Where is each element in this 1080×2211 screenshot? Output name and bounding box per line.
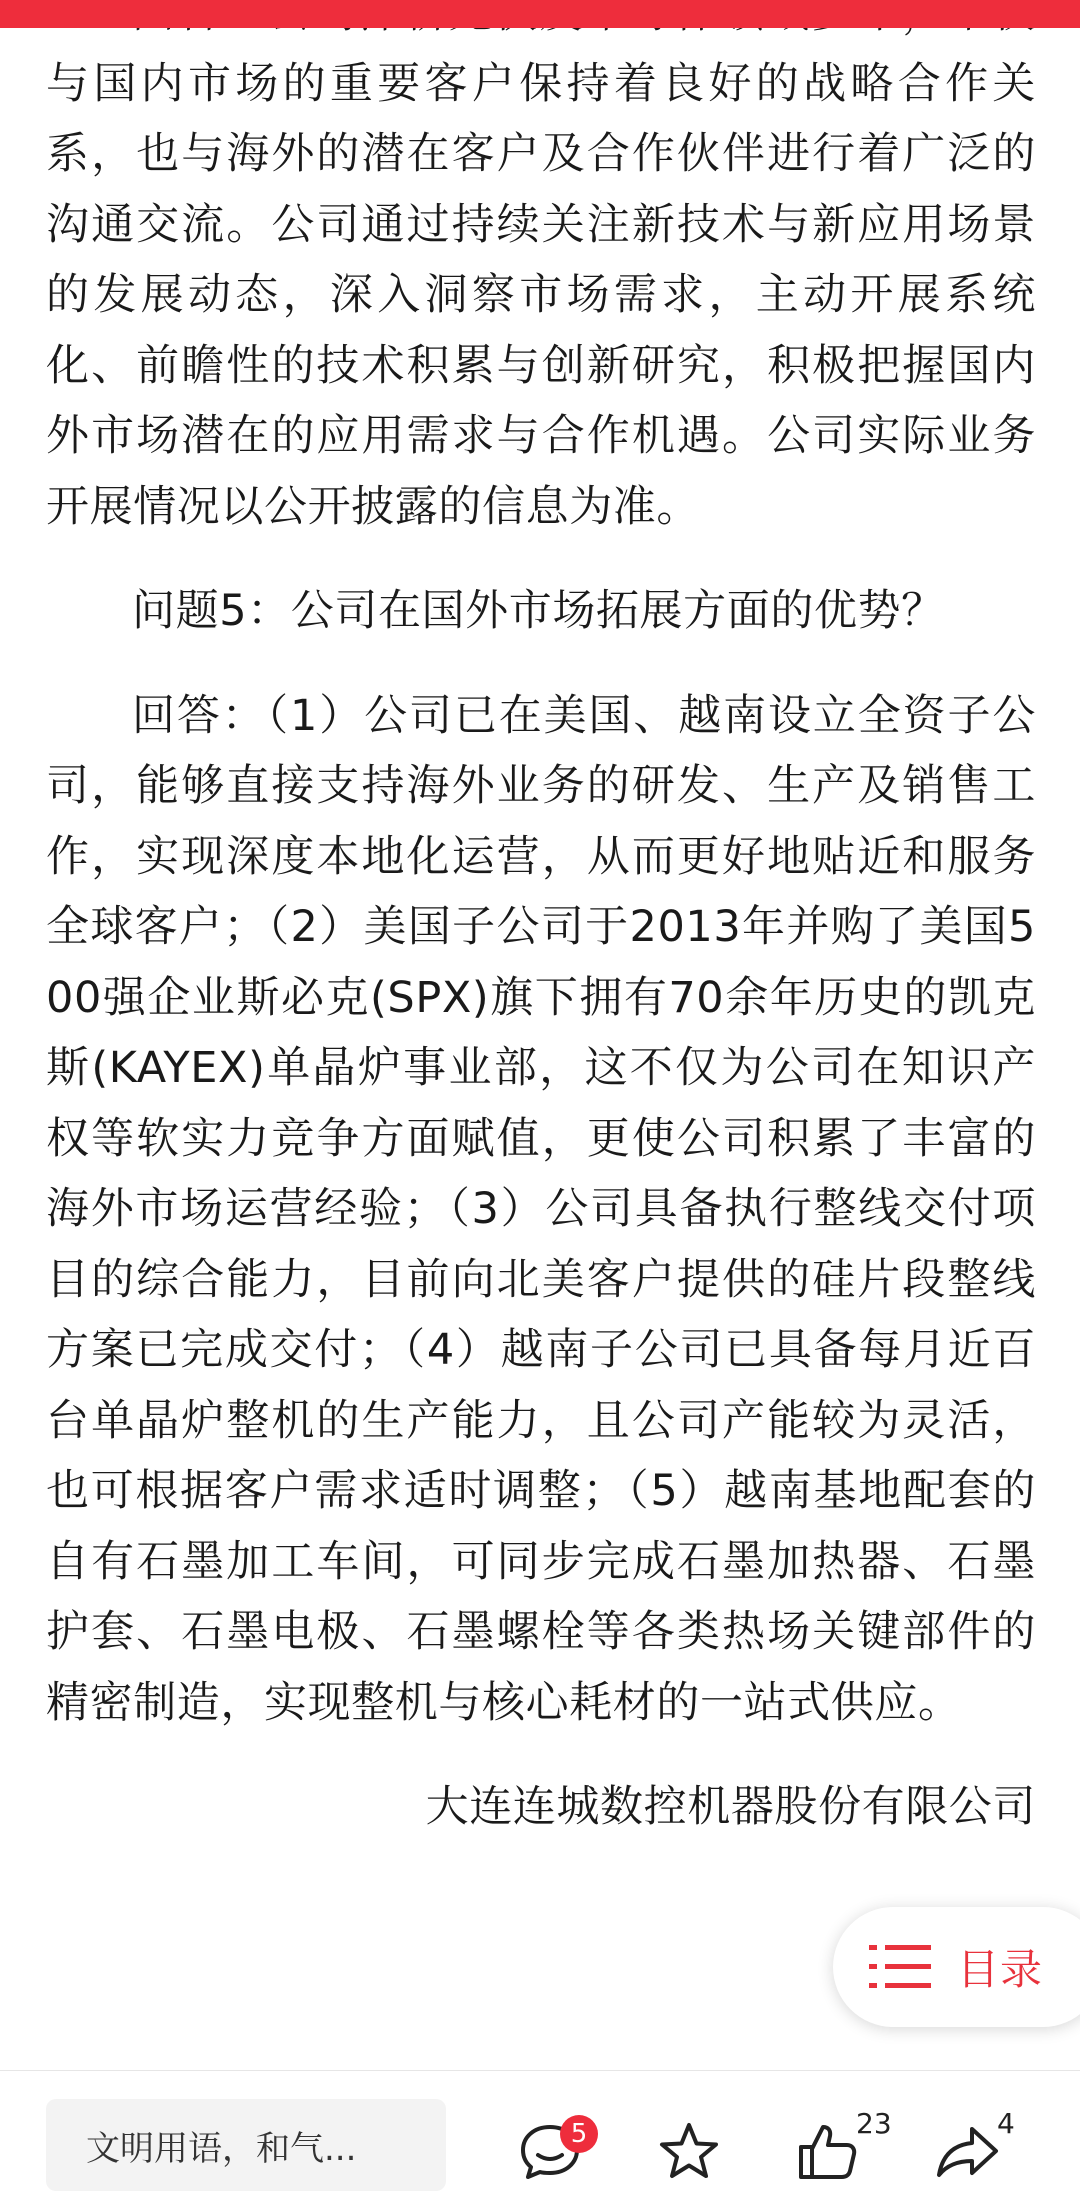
company-signoff: 大连连城数控机器股份有限公司 bbox=[425, 1782, 1036, 1832]
answer-paragraph: 回答：（1）公司已在美国、越南设立全资子公司，能够直接支持海外业务的研发、生产及销售工作，实现深度本地化运营，从而更好地贴近和服务全球客户；（2）美国子公司于2013年并购了美国500强企业斯必克(SPX)旗下拥有70余年历史的凯克斯(KAYEX)单晶炉事业部，这不仅为公司在知识产权等软实力竞争方面赋值，更使公司积累了丰富的海外市场运营经验；（3）公司具备执行整线交付项目的综合能力，目前向北美客户提供的硅片段整线方案已完成交付；（4）越南子公司已具备每月近百台单晶炉整机的生产能力，且公司产能较为灵活，也可根据客户需求适时调整；（5）越南基地配套的自有石墨加工车间，可同步完成石墨加热器、石墨护套、石墨电极、石墨螺栓等各类热场关键部件的精密制造，实现整机与核心耗材的一站式供应。 bbox=[46, 690, 1036, 1728]
comment-count-badge: 5 bbox=[560, 2115, 598, 2153]
article-content bbox=[46, 0, 1036, 1843]
thumbs-up-icon bbox=[795, 2119, 861, 2185]
comment-input[interactable]: 文明用语，和气... bbox=[46, 2099, 446, 2191]
share-icon bbox=[934, 2119, 1000, 2185]
status-strip bbox=[0, 0, 1080, 28]
bottom-action-bar bbox=[0, 2070, 1080, 2211]
star-icon bbox=[656, 2119, 722, 2185]
toc-label: 目录 bbox=[957, 1945, 1044, 1994]
like-button[interactable] bbox=[795, 2119, 861, 2185]
share-button[interactable] bbox=[934, 2119, 1000, 2185]
like-count: 23 bbox=[856, 2107, 892, 2140]
list-icon bbox=[869, 1942, 931, 1992]
favorite-button[interactable] bbox=[656, 2119, 722, 2185]
share-count: 4 bbox=[997, 2107, 1015, 2140]
question-paragraph: 问题5：公司在国外市场拓展方面的优势？ bbox=[132, 586, 945, 636]
answer-paragraph: 与国内市场的重要客户保持着良好的战略合作关系，也与海外的潜在客户及合作伙伴进行着广泛的沟通交流。公司通过持续关注新技术与新应用场景的发展动态，深入洞察市场需求，主动开展系统化、前瞻性的技术积累与创新研究，积极把握国内外市场潜在的应用需求与合作机遇。公司实际业务开展情况以公开披露的信息为准。 bbox=[46, 58, 1036, 532]
toc-button[interactable] bbox=[833, 1907, 1080, 2027]
